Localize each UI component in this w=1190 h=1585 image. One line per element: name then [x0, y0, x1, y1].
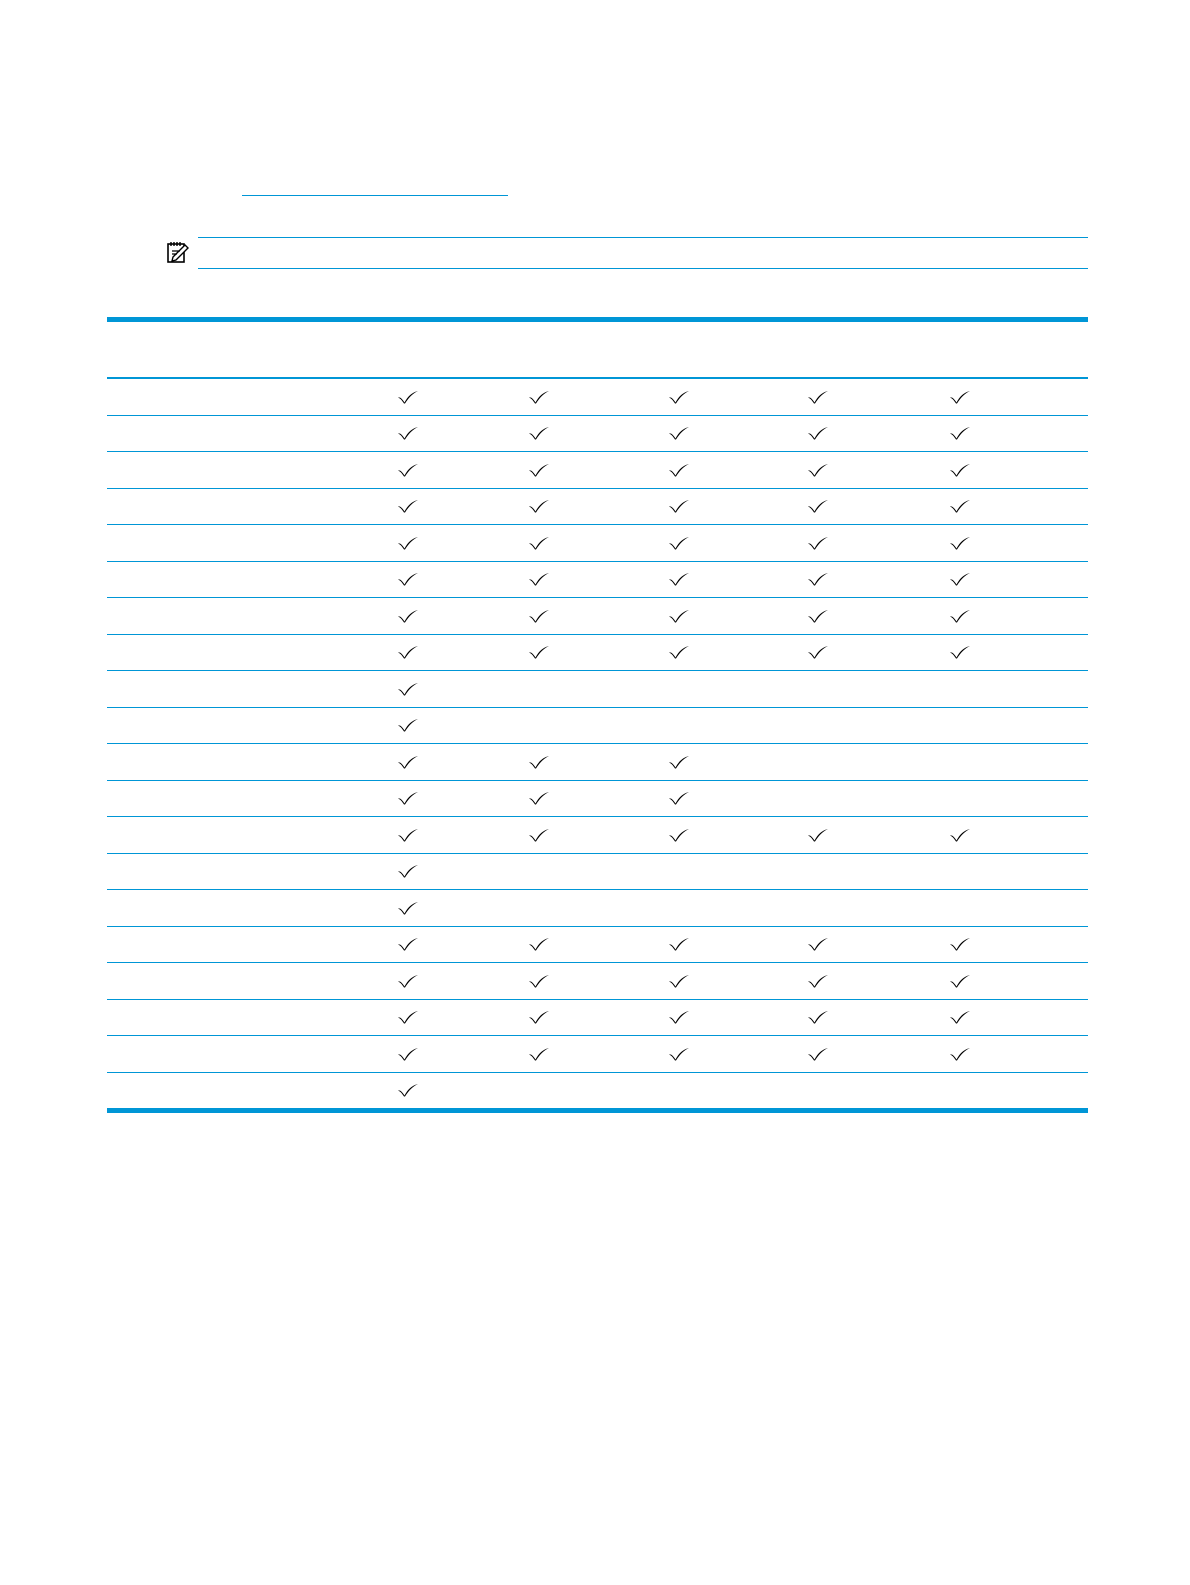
table-cell — [368, 817, 448, 853]
table-cell — [368, 525, 448, 561]
checkmark-icon — [528, 426, 550, 440]
table-cell — [778, 562, 858, 598]
table-cell — [778, 635, 858, 671]
table-cell — [778, 1000, 858, 1036]
table-cell — [778, 379, 858, 415]
table-cell — [920, 890, 1000, 926]
table-row — [107, 489, 1088, 526]
table-cell — [499, 1036, 579, 1072]
checkmark-icon — [949, 536, 971, 550]
table-cell — [920, 854, 1000, 890]
table-cell — [368, 416, 448, 452]
checkmark-icon — [397, 718, 419, 732]
table-cell — [639, 562, 719, 598]
checkmark-icon — [397, 499, 419, 513]
table-row — [107, 635, 1088, 672]
table-cell — [920, 708, 1000, 744]
checkmark-icon — [397, 828, 419, 842]
table-cell — [639, 854, 719, 890]
checkmark-icon — [528, 609, 550, 623]
table-row — [107, 452, 1088, 489]
table-cell — [778, 1036, 858, 1072]
table-cell — [368, 854, 448, 890]
checkmark-icon — [528, 1010, 550, 1024]
checkmark-icon — [807, 499, 829, 513]
table-cell — [920, 817, 1000, 853]
table-cell — [639, 525, 719, 561]
checkmark-icon — [807, 1047, 829, 1061]
table-cell — [920, 927, 1000, 963]
table-cell — [499, 416, 579, 452]
checkmark-icon — [528, 828, 550, 842]
table-row — [107, 1073, 1088, 1109]
table-row — [107, 416, 1088, 453]
table-cell — [920, 525, 1000, 561]
checkmark-icon — [807, 974, 829, 988]
checkmark-icon — [949, 974, 971, 988]
checkmark-icon — [397, 1047, 419, 1061]
table-cell — [639, 452, 719, 488]
table-cell — [778, 525, 858, 561]
checkmark-icon — [807, 572, 829, 586]
checkmark-icon — [949, 499, 971, 513]
checkmark-icon — [949, 390, 971, 404]
table-row — [107, 525, 1088, 562]
checkmark-icon — [668, 390, 690, 404]
table-cell — [368, 489, 448, 525]
checkmark-icon — [397, 974, 419, 988]
checkmark-icon — [949, 828, 971, 842]
checkmark-icon — [528, 1047, 550, 1061]
table-cell — [368, 1036, 448, 1072]
table-row — [107, 927, 1088, 964]
table-cell — [639, 416, 719, 452]
table-cell — [639, 963, 719, 999]
checkmark-icon — [668, 1047, 690, 1061]
checkmark-icon — [397, 1010, 419, 1024]
table-cell — [368, 598, 448, 634]
table-cell — [639, 489, 719, 525]
table-cell — [368, 708, 448, 744]
table-cell — [499, 817, 579, 853]
checkmark-icon — [668, 536, 690, 550]
table-cell — [499, 1073, 579, 1109]
table-cell — [639, 671, 719, 707]
table-cell — [499, 963, 579, 999]
table-cell — [639, 781, 719, 817]
checkmark-icon — [949, 609, 971, 623]
support-link-underline[interactable] — [242, 195, 508, 196]
checkmark-icon — [528, 536, 550, 550]
table-cell — [639, 744, 719, 780]
checkmark-icon — [528, 974, 550, 988]
column-header-4 — [758, 322, 878, 377]
checkmark-icon — [397, 609, 419, 623]
checkmark-icon — [397, 901, 419, 915]
table-cell — [778, 452, 858, 488]
checkmark-icon — [397, 463, 419, 477]
table-cell — [368, 927, 448, 963]
table-cell — [499, 927, 579, 963]
checkmark-icon — [949, 937, 971, 951]
table-cell — [920, 1000, 1000, 1036]
table-row — [107, 781, 1088, 818]
table-row — [107, 854, 1088, 891]
table-cell — [778, 489, 858, 525]
table-cell — [920, 744, 1000, 780]
checkmark-icon — [397, 390, 419, 404]
note-rule-top — [198, 237, 1088, 238]
table-cell — [778, 963, 858, 999]
table-cell — [778, 671, 858, 707]
table-body — [107, 379, 1088, 1108]
table-cell — [920, 963, 1000, 999]
checkmark-icon — [668, 572, 690, 586]
checkmark-icon — [668, 499, 690, 513]
table-row — [107, 744, 1088, 781]
checkmark-icon — [807, 1010, 829, 1024]
table-cell — [499, 598, 579, 634]
column-header-3 — [619, 322, 739, 377]
table-cell — [778, 1073, 858, 1109]
checkmark-icon — [397, 572, 419, 586]
note-rule-bottom — [198, 268, 1088, 269]
checkmark-icon — [668, 463, 690, 477]
checkmark-icon — [668, 974, 690, 988]
checkmark-icon — [668, 426, 690, 440]
table-cell — [920, 489, 1000, 525]
table-cell — [778, 854, 858, 890]
table-cell — [499, 562, 579, 598]
table-cell — [920, 781, 1000, 817]
checkmark-icon — [807, 937, 829, 951]
checkmark-icon — [397, 864, 419, 878]
table-row — [107, 708, 1088, 745]
table-cell — [778, 781, 858, 817]
table-cell — [499, 854, 579, 890]
table-row — [107, 379, 1088, 416]
table-row — [107, 890, 1088, 927]
checkmark-icon — [397, 937, 419, 951]
checkmark-icon — [668, 828, 690, 842]
checkmark-icon — [397, 426, 419, 440]
table-cell — [499, 489, 579, 525]
table-row — [107, 598, 1088, 635]
table-cell — [368, 890, 448, 926]
table-cell — [368, 379, 448, 415]
checkmark-icon — [949, 645, 971, 659]
checkmark-icon — [807, 828, 829, 842]
checkmark-icon — [807, 645, 829, 659]
checkmark-icon — [528, 791, 550, 805]
table-cell — [920, 671, 1000, 707]
table-cell — [639, 1073, 719, 1109]
table-cell — [368, 452, 448, 488]
checkmark-icon — [668, 791, 690, 805]
table-header-row — [107, 322, 1088, 379]
checkmark-icon — [528, 645, 550, 659]
checkmark-icon — [397, 755, 419, 769]
column-header-1 — [348, 322, 468, 377]
column-header-2 — [479, 322, 599, 377]
table-cell — [920, 1036, 1000, 1072]
table-row — [107, 1036, 1088, 1073]
table-cell — [639, 890, 719, 926]
table-cell — [639, 817, 719, 853]
checkmark-icon — [807, 426, 829, 440]
table-cell — [639, 635, 719, 671]
checkmark-icon — [807, 390, 829, 404]
checkmark-icon — [807, 536, 829, 550]
checkmark-icon — [528, 755, 550, 769]
table-cell — [368, 635, 448, 671]
compatibility-table — [107, 317, 1088, 1113]
table-cell — [499, 781, 579, 817]
checkmark-icon — [397, 536, 419, 550]
checkmark-icon — [668, 755, 690, 769]
checkmark-icon — [397, 682, 419, 696]
table-cell — [778, 708, 858, 744]
table-cell — [499, 452, 579, 488]
table-cell — [778, 416, 858, 452]
table-cell — [368, 744, 448, 780]
checkmark-icon — [528, 937, 550, 951]
table-cell — [920, 416, 1000, 452]
checkmark-icon — [949, 463, 971, 477]
table-cell — [499, 890, 579, 926]
checkmark-icon — [949, 426, 971, 440]
table-cell — [778, 927, 858, 963]
table-cell — [920, 635, 1000, 671]
table-row — [107, 963, 1088, 1000]
checkmark-icon — [807, 609, 829, 623]
checkmark-icon — [397, 791, 419, 805]
table-cell — [778, 817, 858, 853]
table-cell — [499, 379, 579, 415]
checkmark-icon — [949, 1047, 971, 1061]
table-cell — [920, 452, 1000, 488]
checkmark-icon — [949, 572, 971, 586]
table-cell — [499, 744, 579, 780]
column-header-5 — [900, 322, 1020, 377]
table-cell — [368, 1000, 448, 1036]
table-row — [107, 817, 1088, 854]
table-cell — [499, 525, 579, 561]
table-cell — [499, 671, 579, 707]
checkmark-icon — [528, 390, 550, 404]
checkmark-icon — [668, 645, 690, 659]
table-cell — [639, 1036, 719, 1072]
checkmark-icon — [807, 463, 829, 477]
table-cell — [368, 1073, 448, 1109]
note-icon — [165, 239, 191, 265]
table-cell — [368, 781, 448, 817]
table-cell — [499, 708, 579, 744]
table-bottom-border — [107, 1108, 1088, 1113]
table-row — [107, 671, 1088, 708]
checkmark-icon — [528, 499, 550, 513]
table-cell — [639, 598, 719, 634]
table-cell — [368, 562, 448, 598]
table-cell — [920, 379, 1000, 415]
checkmark-icon — [668, 609, 690, 623]
table-cell — [499, 1000, 579, 1036]
checkmark-icon — [397, 1083, 419, 1097]
table-cell — [639, 708, 719, 744]
table-cell — [920, 1073, 1000, 1109]
table-cell — [778, 598, 858, 634]
checkmark-icon — [528, 463, 550, 477]
table-cell — [639, 379, 719, 415]
checkmark-icon — [528, 572, 550, 586]
checkmark-icon — [397, 645, 419, 659]
table-cell — [778, 890, 858, 926]
checkmark-icon — [949, 1010, 971, 1024]
table-cell — [368, 963, 448, 999]
table-cell — [778, 744, 858, 780]
table-cell — [920, 562, 1000, 598]
table-cell — [368, 671, 448, 707]
table-cell — [639, 1000, 719, 1036]
table-cell — [920, 598, 1000, 634]
table-row — [107, 1000, 1088, 1037]
table-cell — [499, 635, 579, 671]
table-row — [107, 562, 1088, 599]
checkmark-icon — [668, 1010, 690, 1024]
table-cell — [639, 927, 719, 963]
checkmark-icon — [668, 937, 690, 951]
